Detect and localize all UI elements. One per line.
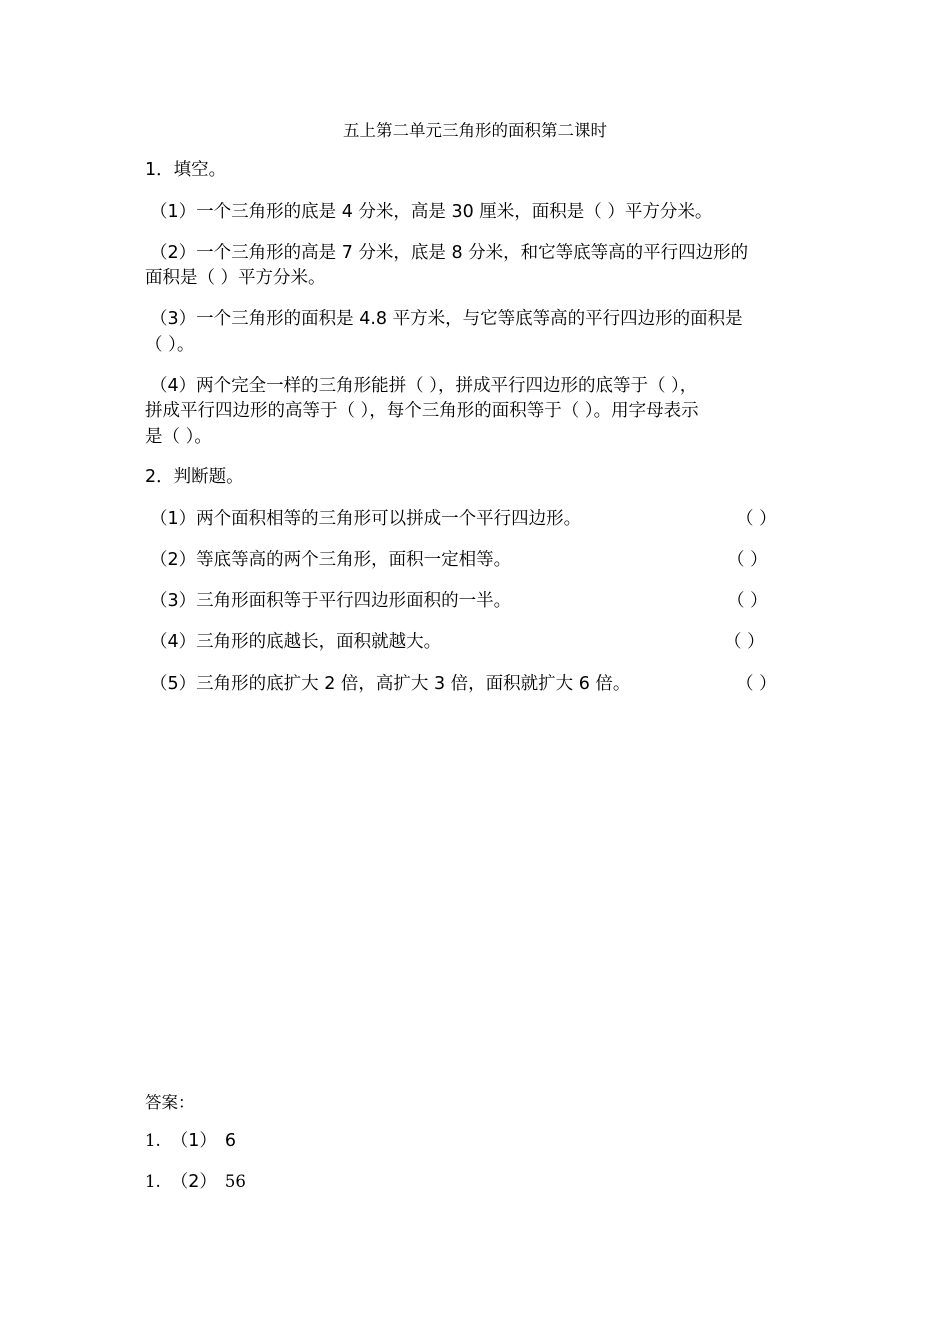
judge-item-3-text: （3）三角形面积等于平行四边形面积的一半。 xyxy=(150,591,512,611)
answer-line-1 xyxy=(145,1127,236,1152)
answer-2-value: 56 xyxy=(224,1172,246,1191)
fill-item-4-line-1: （4）两个完全一样的三角形能拼（ ），拼成平行四边形的底等于（ ）， xyxy=(150,376,698,396)
answer-1-label: （1） xyxy=(170,1131,217,1151)
fill-item-1-line-1: （1）一个三角形的底是 4 分米，高是 30 厘米，面积是（ ）平方分米。 xyxy=(150,202,713,222)
fill-item-3-line-2: （ ）。 xyxy=(145,335,195,355)
fill-item-3-line-1: （3）一个三角形的面积是 4.8 平方米，与它等底等高的平行四边形的面积是 xyxy=(150,309,743,329)
answer-2-number: 1. xyxy=(145,1172,161,1191)
judge-item-2-blank: （ ） xyxy=(727,550,768,570)
judge-item-1-blank: （ ） xyxy=(736,509,777,529)
answer-1-number: 1. xyxy=(145,1131,161,1150)
section-2-heading: 2．判断题。 xyxy=(145,467,244,487)
fill-item-2-line-2: 面积是（ ）平方分米。 xyxy=(145,268,326,288)
page-title: 五上第二单元三角形的面积第二课时 xyxy=(343,121,607,140)
judge-item-2-text: （2）等底等高的两个三角形，面积一定相等。 xyxy=(150,550,512,570)
answer-1-value: 6 xyxy=(224,1131,237,1151)
judge-item-3-blank: （ ） xyxy=(727,591,768,611)
answer-line-2 xyxy=(145,1168,246,1193)
judge-item-5-blank: （ ） xyxy=(736,674,777,694)
judge-item-4-text: （4）三角形的底越长，面积就越大。 xyxy=(150,632,442,652)
judge-item-5-text: （5）三角形的底扩大 2 倍，高扩大 3 倍，面积就扩大 6 倍。 xyxy=(150,674,631,694)
answers-heading: 答案： xyxy=(145,1093,195,1112)
fill-item-4-line-2: 拼成平行四边形的高等于（ ），每个三角形的面积等于（ ）。用字母表示 xyxy=(145,401,699,421)
section-1-heading: 1．填空。 xyxy=(145,160,227,180)
fill-item-2-line-1: （2）一个三角形的高是 7 分米，底是 8 分米，和它等底等高的平行四边形的 xyxy=(150,243,749,263)
answer-2-label: （2） xyxy=(170,1172,217,1192)
judge-item-1-text: （1）两个面积相等的三角形可以拼成一个平行四边形。 xyxy=(150,509,582,529)
judge-item-4-blank: （ ） xyxy=(724,632,765,652)
fill-item-4-line-3: 是（ ）。 xyxy=(145,427,212,447)
